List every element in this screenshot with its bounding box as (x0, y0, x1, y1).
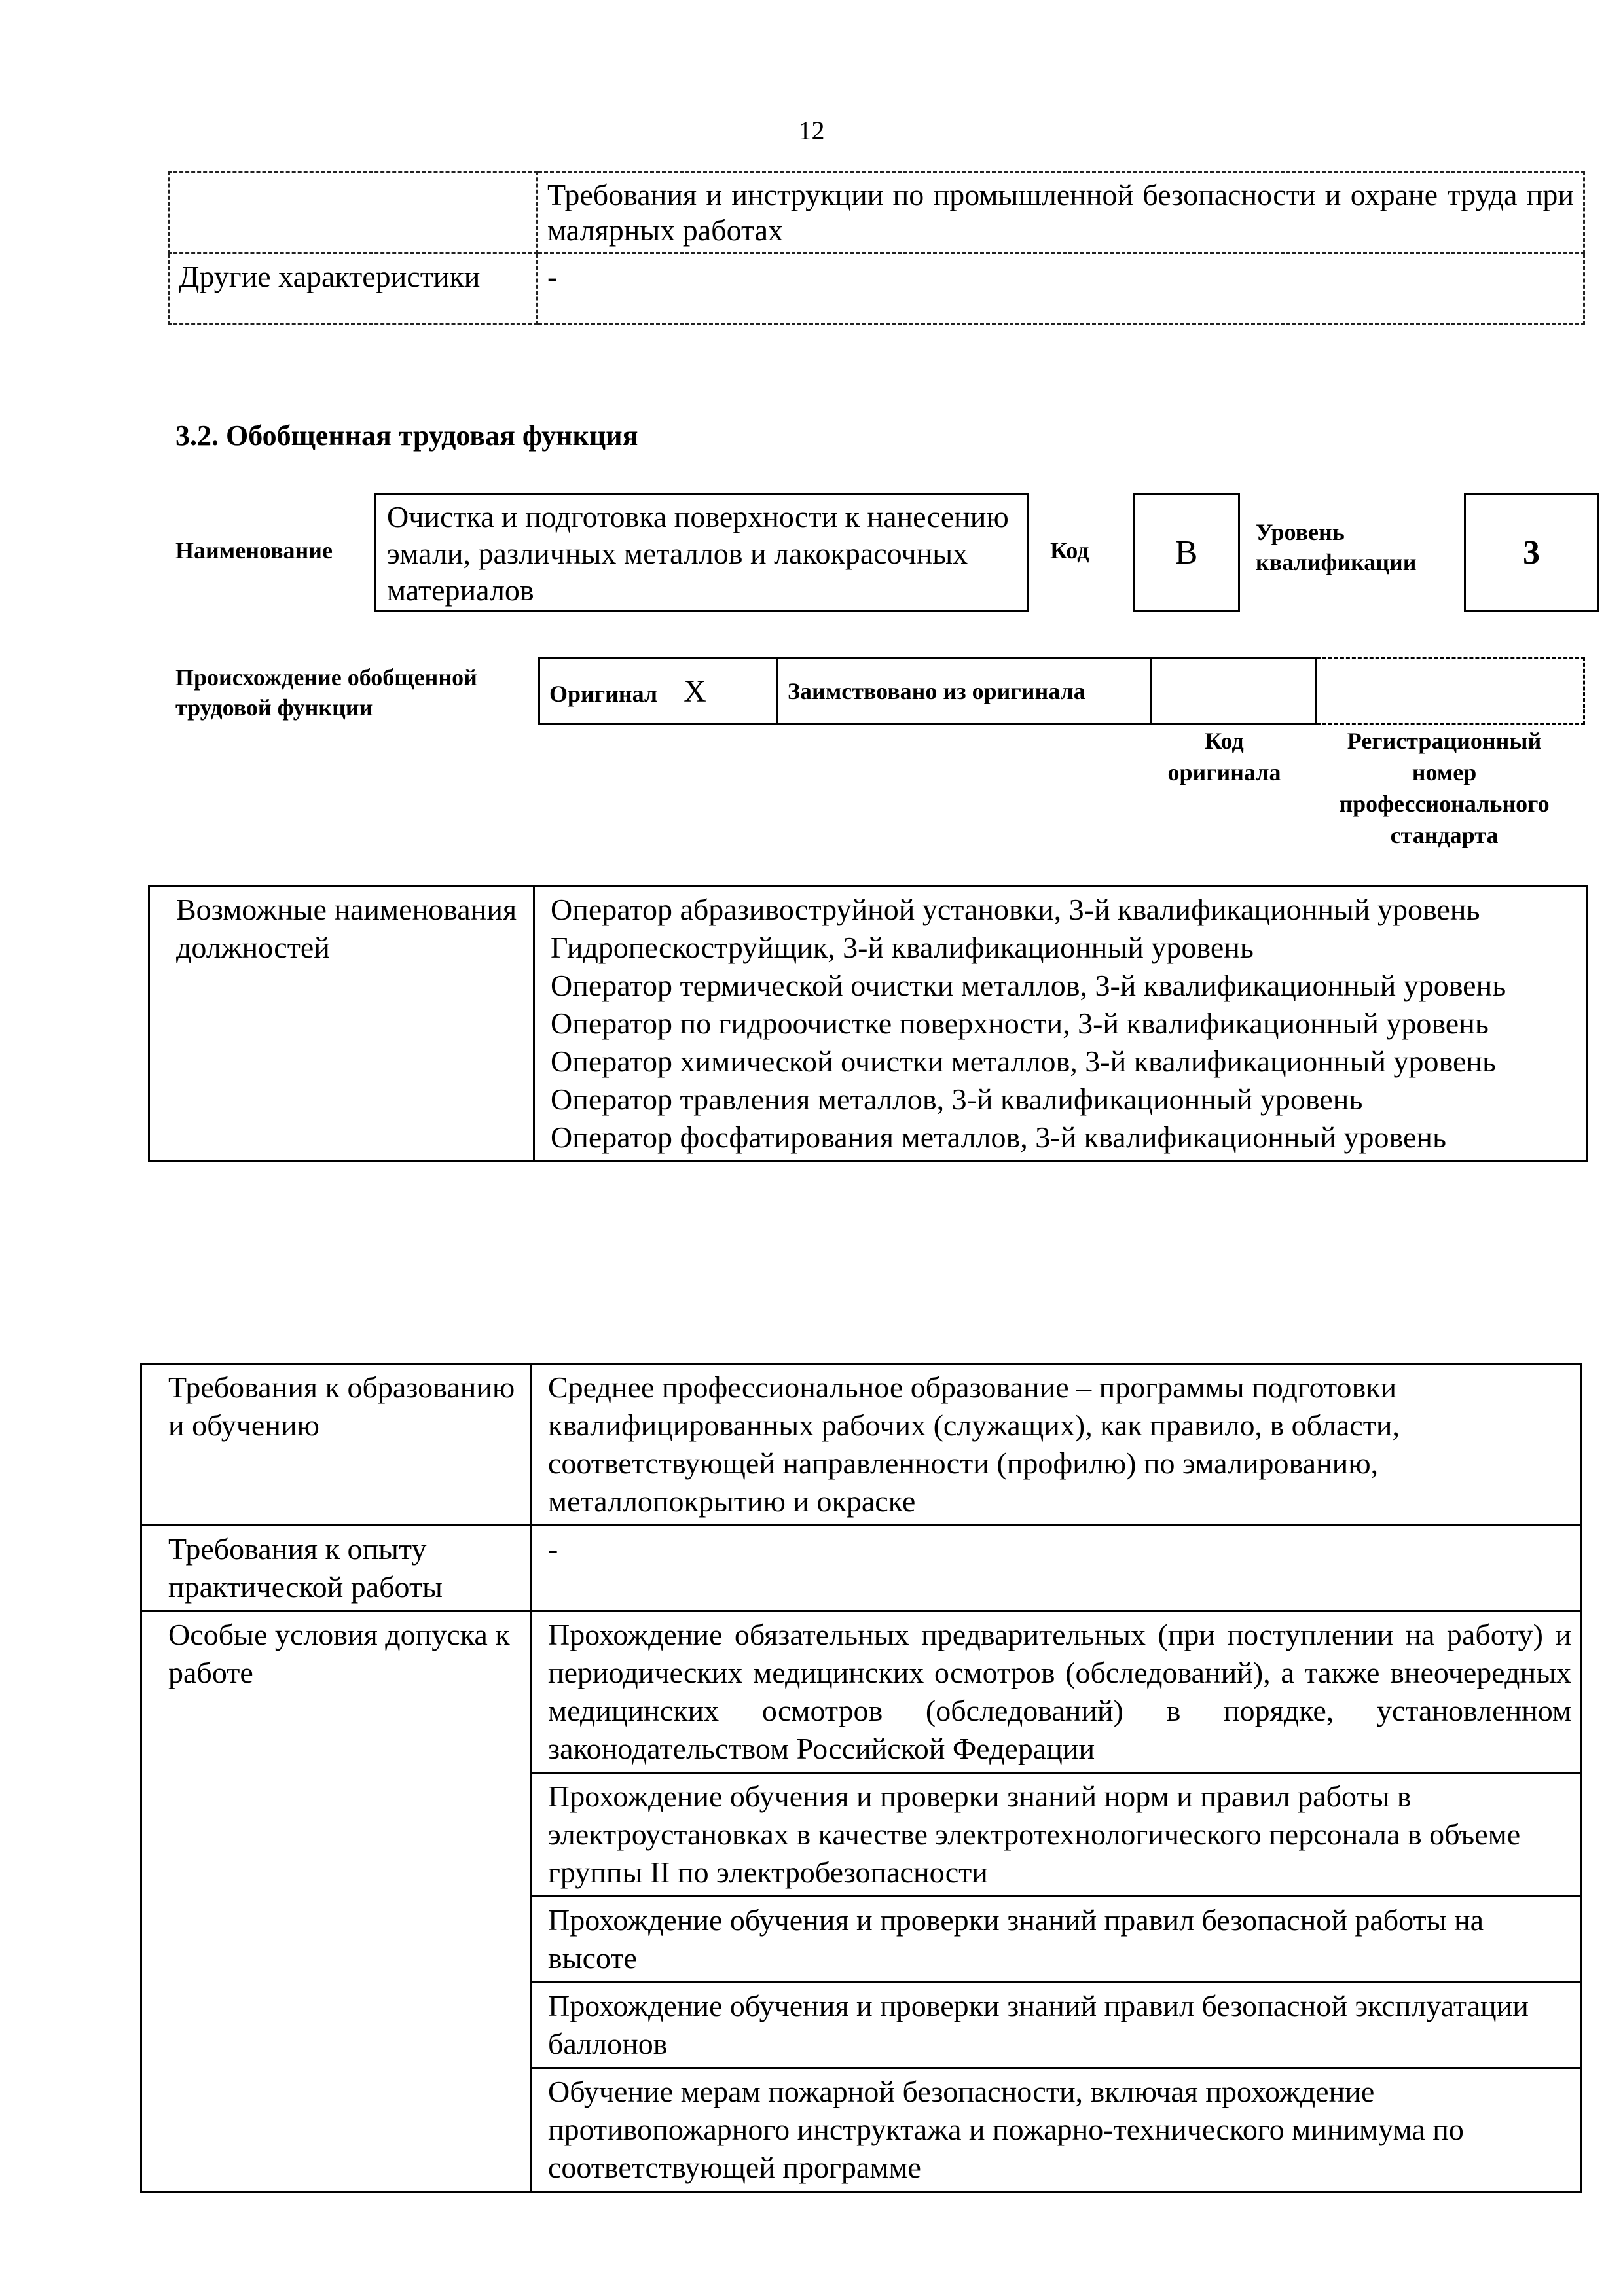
level-value-box: 3 (1464, 493, 1599, 612)
code-label: Код (1050, 537, 1089, 564)
table-row (141, 1364, 1582, 1526)
condition-cylinders: Прохождение обучения и проверки знаний правил безопасной эксплуатации баллонов (532, 1982, 1582, 2068)
conditions-label: Особые условия допуска к работе (141, 1611, 532, 2192)
original-mark: X (684, 673, 706, 709)
list-item: Оператор фосфатирования металлов, 3-й квалификационный уровень (551, 1121, 1446, 1154)
education-value: Среднее профессиональное образование – программы подготовки квалифицированных рабочих (служащих), как правило, в области, соответствующей направленности (профилю) по эмалированию, металлопокрытию и окраске (532, 1364, 1582, 1526)
original-label: Оригинал (549, 680, 658, 707)
previous-characteristics-table (168, 171, 1585, 325)
registration-number-caption: Регистрационный номер профессионального стандарта (1339, 728, 1550, 848)
table-row (141, 1611, 1582, 1773)
function-name-box: Очистка и подготовка поверхности к нанесению эмали, различных металлов и лакокрасочных материалов (374, 493, 1029, 612)
table-row (149, 886, 1587, 1162)
list-item: Оператор по гидроочистке поверхности, 3-й квалификационный уровень (551, 1007, 1489, 1040)
level-label: Уровень квалификации (1256, 519, 1417, 575)
safety-requirements-cell: Требования и инструкции по промышленной безопасности и охране труда при малярных работах (538, 173, 1584, 253)
list-item: Гидропескоструйщик, 3-й квалификационный уровень (551, 931, 1254, 964)
list-item: Оператор травления металлов, 3-й квалификационный уровень (551, 1083, 1363, 1116)
table-row (169, 173, 1584, 253)
list-item: Оператор абразивоструйной установки, 3-й квалификационный уровень (551, 893, 1480, 926)
experience-value: - (532, 1526, 1582, 1611)
education-label: Требования к образованию и обучению (141, 1364, 532, 1526)
original-cell (539, 658, 778, 725)
empty-label-cell (169, 173, 538, 253)
origin-table (538, 657, 1585, 725)
name-label: Наименование (175, 537, 333, 564)
table-row (169, 253, 1584, 325)
registration-number-cell (1316, 658, 1584, 725)
condition-fire-safety: Обучение мерам пожарной безопасности, включая прохождение противопожарного инструктажа и пожарно-технического минимума по соответствующей программе (532, 2068, 1582, 2192)
other-characteristics-label: Другие характеристики (169, 253, 538, 325)
original-code-caption: Код оригинала (1167, 728, 1281, 785)
positions-list (534, 886, 1587, 1162)
borrowed-label: Заимствовано из оригинала (778, 658, 1151, 725)
page-number: 12 (798, 116, 825, 145)
code-value-box: B (1133, 493, 1240, 612)
table-row (141, 1526, 1582, 1611)
list-item: Оператор химической очистки металлов, 3-й квалификационный уровень (551, 1045, 1496, 1078)
experience-label: Требования к опыту практической работы (141, 1526, 532, 1611)
requirements-table (140, 1363, 1582, 2193)
original-code-cell (1151, 658, 1316, 725)
table-row (539, 658, 1584, 725)
list-item: Оператор термической очистки металлов, 3-й квалификационный уровень (551, 969, 1506, 1002)
condition-electrical: Прохождение обучения и проверки знаний норм и правил работы в электроустановках в качестве электротехнологического персонала в объеме группы II по электробезопасности (532, 1773, 1582, 1897)
positions-table (148, 885, 1588, 1162)
condition-medical: Прохождение обязательных предварительных (при поступлении на работу) и периодических медицинских осмотров (обследований), а также внеочередных медицинских осмотров (обследований) в порядке, установленном законодательством Российской Федерации (532, 1611, 1582, 1773)
origin-label: Происхождение обобщенной трудовой функции (175, 664, 477, 721)
section-title: 3.2. Обобщенная трудовая функция (175, 420, 638, 452)
condition-height-work: Прохождение обучения и проверки знаний правил безопасной работы на высоте (532, 1897, 1582, 1982)
positions-label: Возможные наименования должностей (149, 886, 534, 1162)
other-characteristics-value: - (538, 253, 1584, 325)
